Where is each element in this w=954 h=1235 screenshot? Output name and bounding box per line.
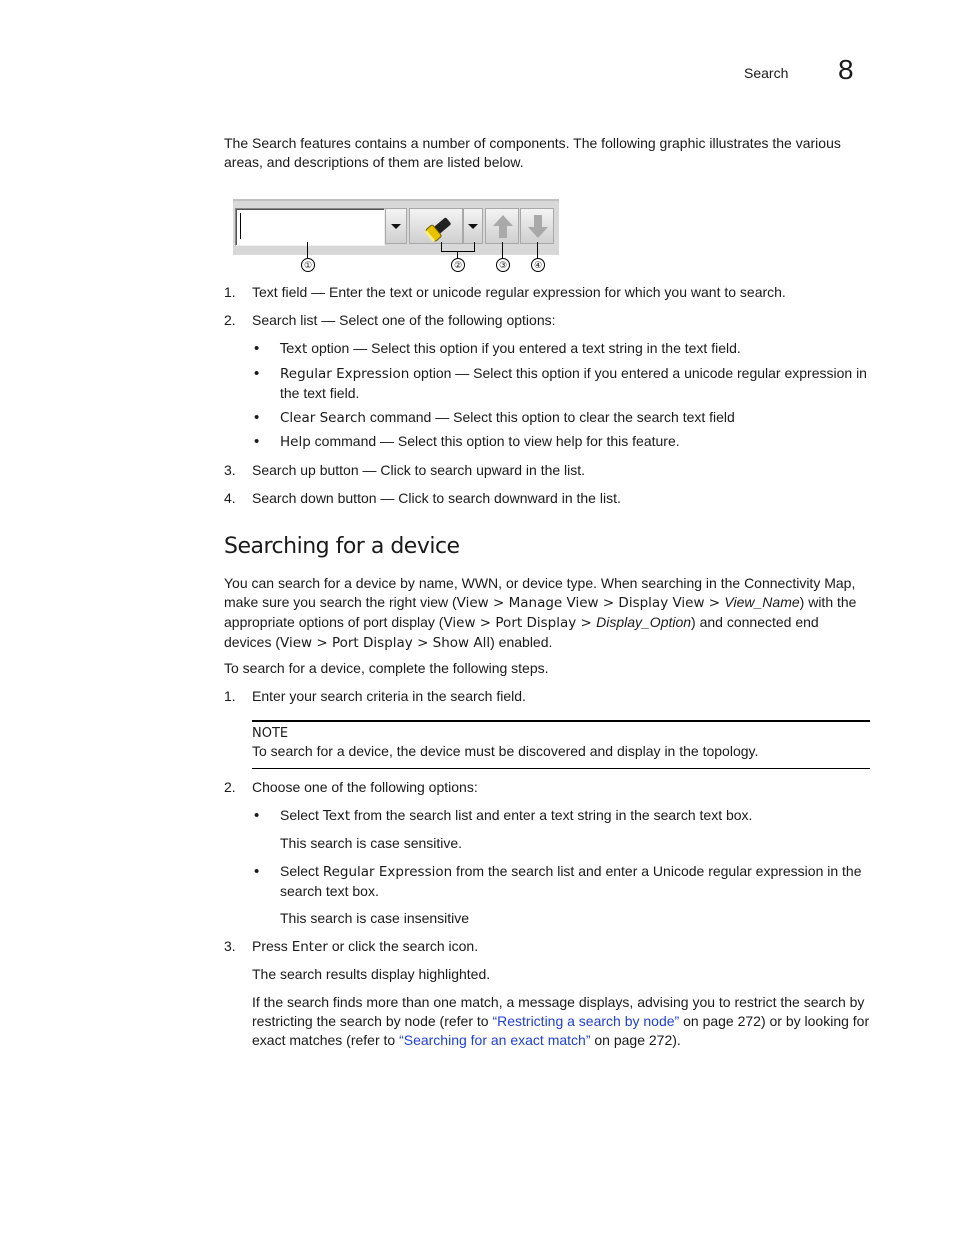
ui-menu-path: View > Port Display > bbox=[443, 615, 597, 631]
callout-line-4 bbox=[537, 242, 538, 258]
list-text: Search list — Select one of the following options: bbox=[252, 312, 556, 328]
list-text: Search up button — Click to search upward in the list. bbox=[252, 462, 586, 478]
bullet-text: command — Select this option to view help for this feature. bbox=[310, 433, 680, 449]
bullet-subtext: This search is case insensitive bbox=[280, 910, 470, 926]
up-arrow-icon bbox=[486, 209, 520, 245]
callout-bracket-2 bbox=[441, 251, 475, 252]
step-number: 1. bbox=[224, 688, 236, 704]
step-number: 2. bbox=[224, 779, 236, 795]
para-text: ) with the appropriate options of port display ( bbox=[224, 594, 857, 630]
step-number: 3. bbox=[224, 938, 236, 954]
bullet-subtext: This search is case sensitive. bbox=[280, 835, 463, 851]
ui-term: Enter bbox=[291, 939, 328, 955]
para-text: You can search for a device by name, WWN, or device type. When searching in the Connectivity Map, make sure you search the right view ( bbox=[224, 575, 856, 610]
step-text bbox=[252, 937, 870, 957]
bullet-text: from the search list and enter a text string in the search text box. bbox=[350, 807, 753, 823]
variable-text: Display_Option bbox=[596, 614, 692, 630]
bullet-icon: • bbox=[254, 807, 260, 824]
bullet-text: from the search list and enter a Unicode regular expression in the search text box. bbox=[280, 863, 862, 899]
callout-2: ② bbox=[451, 258, 465, 272]
chapter-number: 8 bbox=[838, 54, 854, 85]
text-cursor bbox=[240, 213, 241, 239]
more-matches-paragraph bbox=[252, 993, 870, 1050]
callout-line-2a bbox=[441, 242, 442, 251]
para-text: on page 272). bbox=[590, 1032, 681, 1048]
ui-term: Regular Expression bbox=[322, 864, 453, 880]
search-button[interactable] bbox=[409, 208, 463, 244]
para-text: ) and connected end devices ( bbox=[224, 614, 819, 650]
ui-term: Text bbox=[322, 808, 351, 824]
section-paragraph bbox=[224, 574, 870, 653]
callout-line-2b bbox=[474, 242, 475, 251]
bullet-icon: • bbox=[254, 340, 260, 357]
search-down-button[interactable] bbox=[520, 208, 554, 244]
para-text: ) enabled. bbox=[490, 634, 553, 650]
ui-menu-path: View > Manage View > Display View > bbox=[456, 595, 725, 611]
result-text: The search results display highlighted. bbox=[252, 966, 491, 982]
ui-term: Text bbox=[280, 341, 308, 357]
search-list-dropdown-button[interactable] bbox=[385, 208, 407, 244]
bullet-text: command — Select this option to clear the search text field bbox=[365, 409, 735, 425]
link-searching-exact-match[interactable]: “Searching for an exact match” bbox=[399, 1032, 591, 1048]
note-label: NOTE bbox=[252, 726, 289, 741]
step-text: Enter your search criteria in the search field. bbox=[252, 688, 526, 704]
list-number: 1. bbox=[224, 284, 236, 300]
para-text: If the search finds more than one match, a message displays, advising you to restrict the search by restricting the search by node (refer to bbox=[252, 994, 865, 1029]
callout-line-1 bbox=[307, 242, 308, 258]
bullet-text: option — Select this option if you entered a unicode regular expression in the text field. bbox=[280, 365, 867, 401]
bullet-icon: • bbox=[254, 863, 260, 880]
step-text-part: Press bbox=[252, 938, 292, 954]
section-heading: Searching for a device bbox=[224, 534, 460, 559]
ui-menu-path: View > Port Display > Show All bbox=[280, 635, 491, 651]
flashlight-search-icon bbox=[410, 209, 464, 245]
bullet-icon: • bbox=[254, 409, 260, 426]
search-up-button[interactable] bbox=[485, 208, 519, 244]
step-text: Choose one of the following options: bbox=[252, 779, 478, 795]
callout-line-2 bbox=[457, 251, 458, 258]
list-number: 4. bbox=[224, 490, 236, 506]
intro-paragraph: The Search features contains a number of components. The following graphic illustrates the various areas, and descriptions of them are listed below. bbox=[224, 135, 841, 170]
text-field[interactable] bbox=[235, 208, 385, 246]
link-restricting-search-by-node[interactable]: “Restricting a search by node” bbox=[492, 1013, 680, 1029]
ui-term: Clear Search bbox=[280, 410, 366, 426]
note-text: To search for a device, the device must be discovered and display in the topology. bbox=[252, 743, 759, 759]
note-box bbox=[252, 720, 870, 769]
callout-4: ④ bbox=[531, 258, 545, 272]
bullet-text: option — Select this option if you entered a text string in the text field. bbox=[307, 340, 741, 356]
running-header-section: Search bbox=[744, 65, 789, 81]
variable-text: View_Name bbox=[724, 594, 800, 610]
list-text: Text field — Enter the text or unicode regular expression for which you want to search. bbox=[252, 284, 786, 300]
list-text: Search down button — Click to search downward in the list. bbox=[252, 490, 621, 506]
ui-term: Help bbox=[280, 434, 311, 450]
callout-1: ① bbox=[301, 258, 315, 272]
list-number: 2. bbox=[224, 312, 236, 328]
step-text-part: or click the search icon. bbox=[327, 938, 479, 954]
bullet-text: Select bbox=[280, 863, 323, 879]
ui-term: Regular Expression bbox=[280, 366, 410, 382]
dropdown-arrow-icon bbox=[391, 224, 401, 229]
search-toolbar-figure bbox=[233, 199, 559, 255]
steps-intro: To search for a device, complete the following steps. bbox=[224, 660, 549, 676]
bullet-icon: • bbox=[254, 365, 260, 382]
list-number: 3. bbox=[224, 462, 236, 478]
callout-3: ③ bbox=[496, 258, 510, 272]
bullet-text: Select bbox=[280, 807, 323, 823]
para-text: on page 272) or by looking for exact matches (refer to bbox=[252, 1013, 870, 1048]
callout-line-3 bbox=[502, 242, 503, 258]
dropdown-arrow-icon bbox=[468, 224, 478, 229]
down-arrow-icon bbox=[521, 209, 555, 245]
bullet-icon: • bbox=[254, 433, 260, 450]
search-button-dropdown[interactable] bbox=[463, 208, 483, 244]
